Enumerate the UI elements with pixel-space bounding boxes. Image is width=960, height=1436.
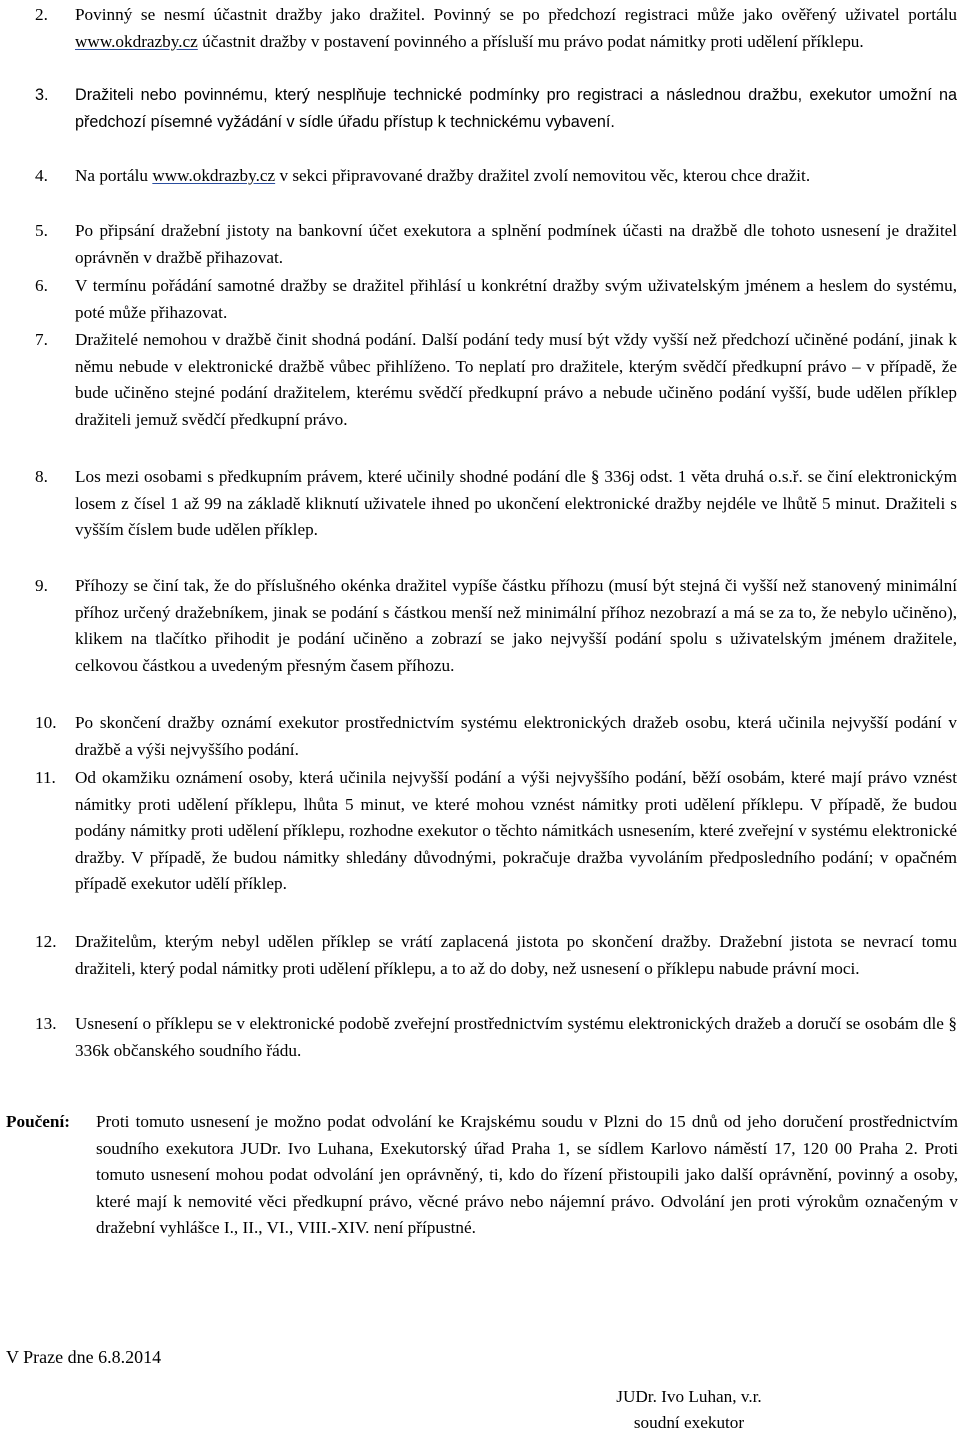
instruction-label: Poučení: <box>6 1112 70 1131</box>
item-text <box>75 2 957 55</box>
item-number: 4. <box>35 166 48 185</box>
item-number: 2. <box>35 5 48 24</box>
item-text-part: účastnit dražby v postavení povinného a přísluší mu právo podat námitky proti udělení příklepu. <box>197 31 864 51</box>
item-text <box>75 573 957 679</box>
item-number: 10. <box>35 713 57 732</box>
list-item-5 <box>0 218 957 271</box>
list-item-4 <box>0 163 957 190</box>
list-item-13 <box>0 1011 957 1064</box>
item-number: 8. <box>35 467 48 486</box>
signature-title: soudní exekutor <box>633 1413 745 1432</box>
item-number: 12. <box>35 932 57 951</box>
list-item-2 <box>0 2 957 55</box>
item-text <box>75 327 957 433</box>
okdrazby-link[interactable]: www.okdrazby.cz <box>152 166 276 185</box>
instruction-text: Proti tomuto usnesení je možno podat odvolání ke Krajskému soudu v Plzni do 15 dnů od jeho doručení prostřednictvím soudního exekutora JUDr. Ivo Luhana, Exekutorský úřad Praha 1, se sídlem Karlovo náměstí 17, 120 00 Praha 2. Proti tomuto usnesení mohou podat odvolání jen oprávněný, ti, kdo do řízení přistoupili jako další oprávnění, povinný a osoby, které mají k nemovité věci předkupní právo, věcné právo nebo nájemní právo. Odvolání jen proti výrokům označeným v dražební vyhlášce I., II., VI., VIII.-XIV. není přípustné. <box>96 1112 958 1238</box>
item-text <box>75 710 957 763</box>
list-item-10 <box>0 710 957 763</box>
instruction-section <box>0 1109 958 1242</box>
item-text-part: Po skončení dražby oznámí exekutor prostřednictvím systému elektronických dražeb osobu, která učinila nejvyšší podání v dražbě a výši nejvyššího podání. <box>75 713 957 759</box>
item-text-part: Dražitelům, kterým nebyl udělen příklep se vrátí zaplacená jistota po skončení dražby. Dražební jistota se nevrací tomu dražiteli, který podal námitky proti udělení příklepu, a to až do doby, než usnesení o příklepu nabude právní moci. <box>75 932 957 978</box>
item-number: 5. <box>35 221 48 240</box>
item-text-part: Usnesení o příklepu se v elektronické podobě zveřejní prostřednictvím systému elektronických dražeb a doručí se osobám dle § 336k občanského soudního řádu. <box>75 1014 957 1060</box>
list-item-6 <box>0 273 957 326</box>
date-line: V Praze dne 6.8.2014 <box>6 1347 162 1367</box>
signature-name: JUDr. Ivo Luhan, v.r. <box>616 1387 762 1406</box>
item-text-part: Po připsání dražební jistoty na bankovní účet exekutora a splnění podmínek účasti na dražbě dle tohoto usnesení je dražitel oprávněn v dražbě přihazovat. <box>75 221 957 267</box>
item-text <box>75 929 957 982</box>
item-text-part: Na portálu <box>75 166 153 185</box>
item-number: 9. <box>35 576 48 595</box>
item-number: 3. <box>35 86 49 104</box>
list-item-3 <box>0 82 957 135</box>
item-text <box>75 464 957 544</box>
list-item-7 <box>0 327 957 433</box>
signature-block <box>574 1384 804 1436</box>
list-item-12 <box>0 929 957 982</box>
item-text-part: Los mezi osobami s předkupním právem, které učinily shodné podání dle § 336j odst. 1 věta druhá o.s.ř. se činí elektronickým losem z čísel 1 až 99 na základě kliknutí uživatele ihned po ukončení elektronické dražby nejdéle ve lhůtě 5 minut. Dražiteli s vyšším číslem bude udělen příklep. <box>75 467 957 540</box>
item-text-part: Dražiteli nebo povinnému, který nesplňuje technické podmínky pro registraci a následnou dražbu, exekutor umožní na předchozí písemné vyžádání v sídle úřadu přístup k technickému vybavení. <box>75 86 957 131</box>
item-text <box>75 273 957 326</box>
item-text-part: Dražitelé nemohou v dražbě činit shodná podání. Další podání tedy musí být vždy vyšší než předchozí učiněné podání, jinak k němu nebude v elektronické dražbě vůbec přihlíženo. To neplatí pro dražitele, kterým svědčí předkupní právo – v případě, že bude učiněno stejné podání dražitelem, kterému svědčí předkupní právo a nebude učiněno podání vyšší, bude udělen příklep dražiteli jemuž svědčí předkupní právo. <box>75 330 957 429</box>
item-text <box>75 163 957 190</box>
item-number: 7. <box>35 330 48 349</box>
item-text <box>75 765 957 898</box>
item-text-part: v sekci připravované dražby dražitel zvolí nemovitou věc, kterou chce dražit. <box>275 166 811 185</box>
item-number: 11. <box>35 768 56 787</box>
list-item-11 <box>0 765 957 898</box>
list-item-9 <box>0 573 957 679</box>
item-text <box>75 218 957 271</box>
item-text-part: Příhozy se činí tak, že do příslušného okénka dražitel vypíše částku příhozu (musí být stejná či vyšší než stanovený minimální příhoz určený dražebníkem, jinak se podání s částkou menší než minimální příhoz nezobrazí a má se za to, že nebylo učiněno), klikem na tlačítko přihodit je podání učiněno a zobrazí se jako nejvyšší podání spolu s uživatelským jménem dražitele, celkovou částkou a uvedeným přesným časem příhozu. <box>75 576 957 675</box>
item-number: 13. <box>35 1014 57 1033</box>
okdrazby-link[interactable]: www.okdrazby.cz <box>75 31 198 51</box>
item-text-part: Od okamžiku oznámení osoby, která učinila nejvyšší podání a výši nejvyššího podání, běží osobám, které mají právo vznést námitky proti udělení příklepu, lhůta 5 minut, ve které mohou vznést námitky proti udělení příklepu. V případě, že budou podány námitky proti udělení příklepu, rozhodne exekutor o těchto námitkách usnesením, které zveřejní v systému elektronické dražby. V případě, že budou námitky shledány důvodnými, pokračuje dražba vyvoláním předposledního podání; v opačném případě exekutor udělí příklep. <box>75 768 957 894</box>
list-item-8 <box>0 464 957 544</box>
item-text <box>75 1011 957 1064</box>
item-text-part: V termínu pořádání samotné dražby se dražitel přihlásí u konkrétní dražby svým uživatelským jménem a heslem do systému, poté může přihazovat. <box>75 276 957 322</box>
item-text <box>75 82 957 135</box>
item-text-part: Povinný se nesmí účastnit dražby jako dražitel. Povinný se po předchozí registraci může jako ověřený uživatel portálu <box>75 5 957 24</box>
item-number: 6. <box>35 276 48 295</box>
